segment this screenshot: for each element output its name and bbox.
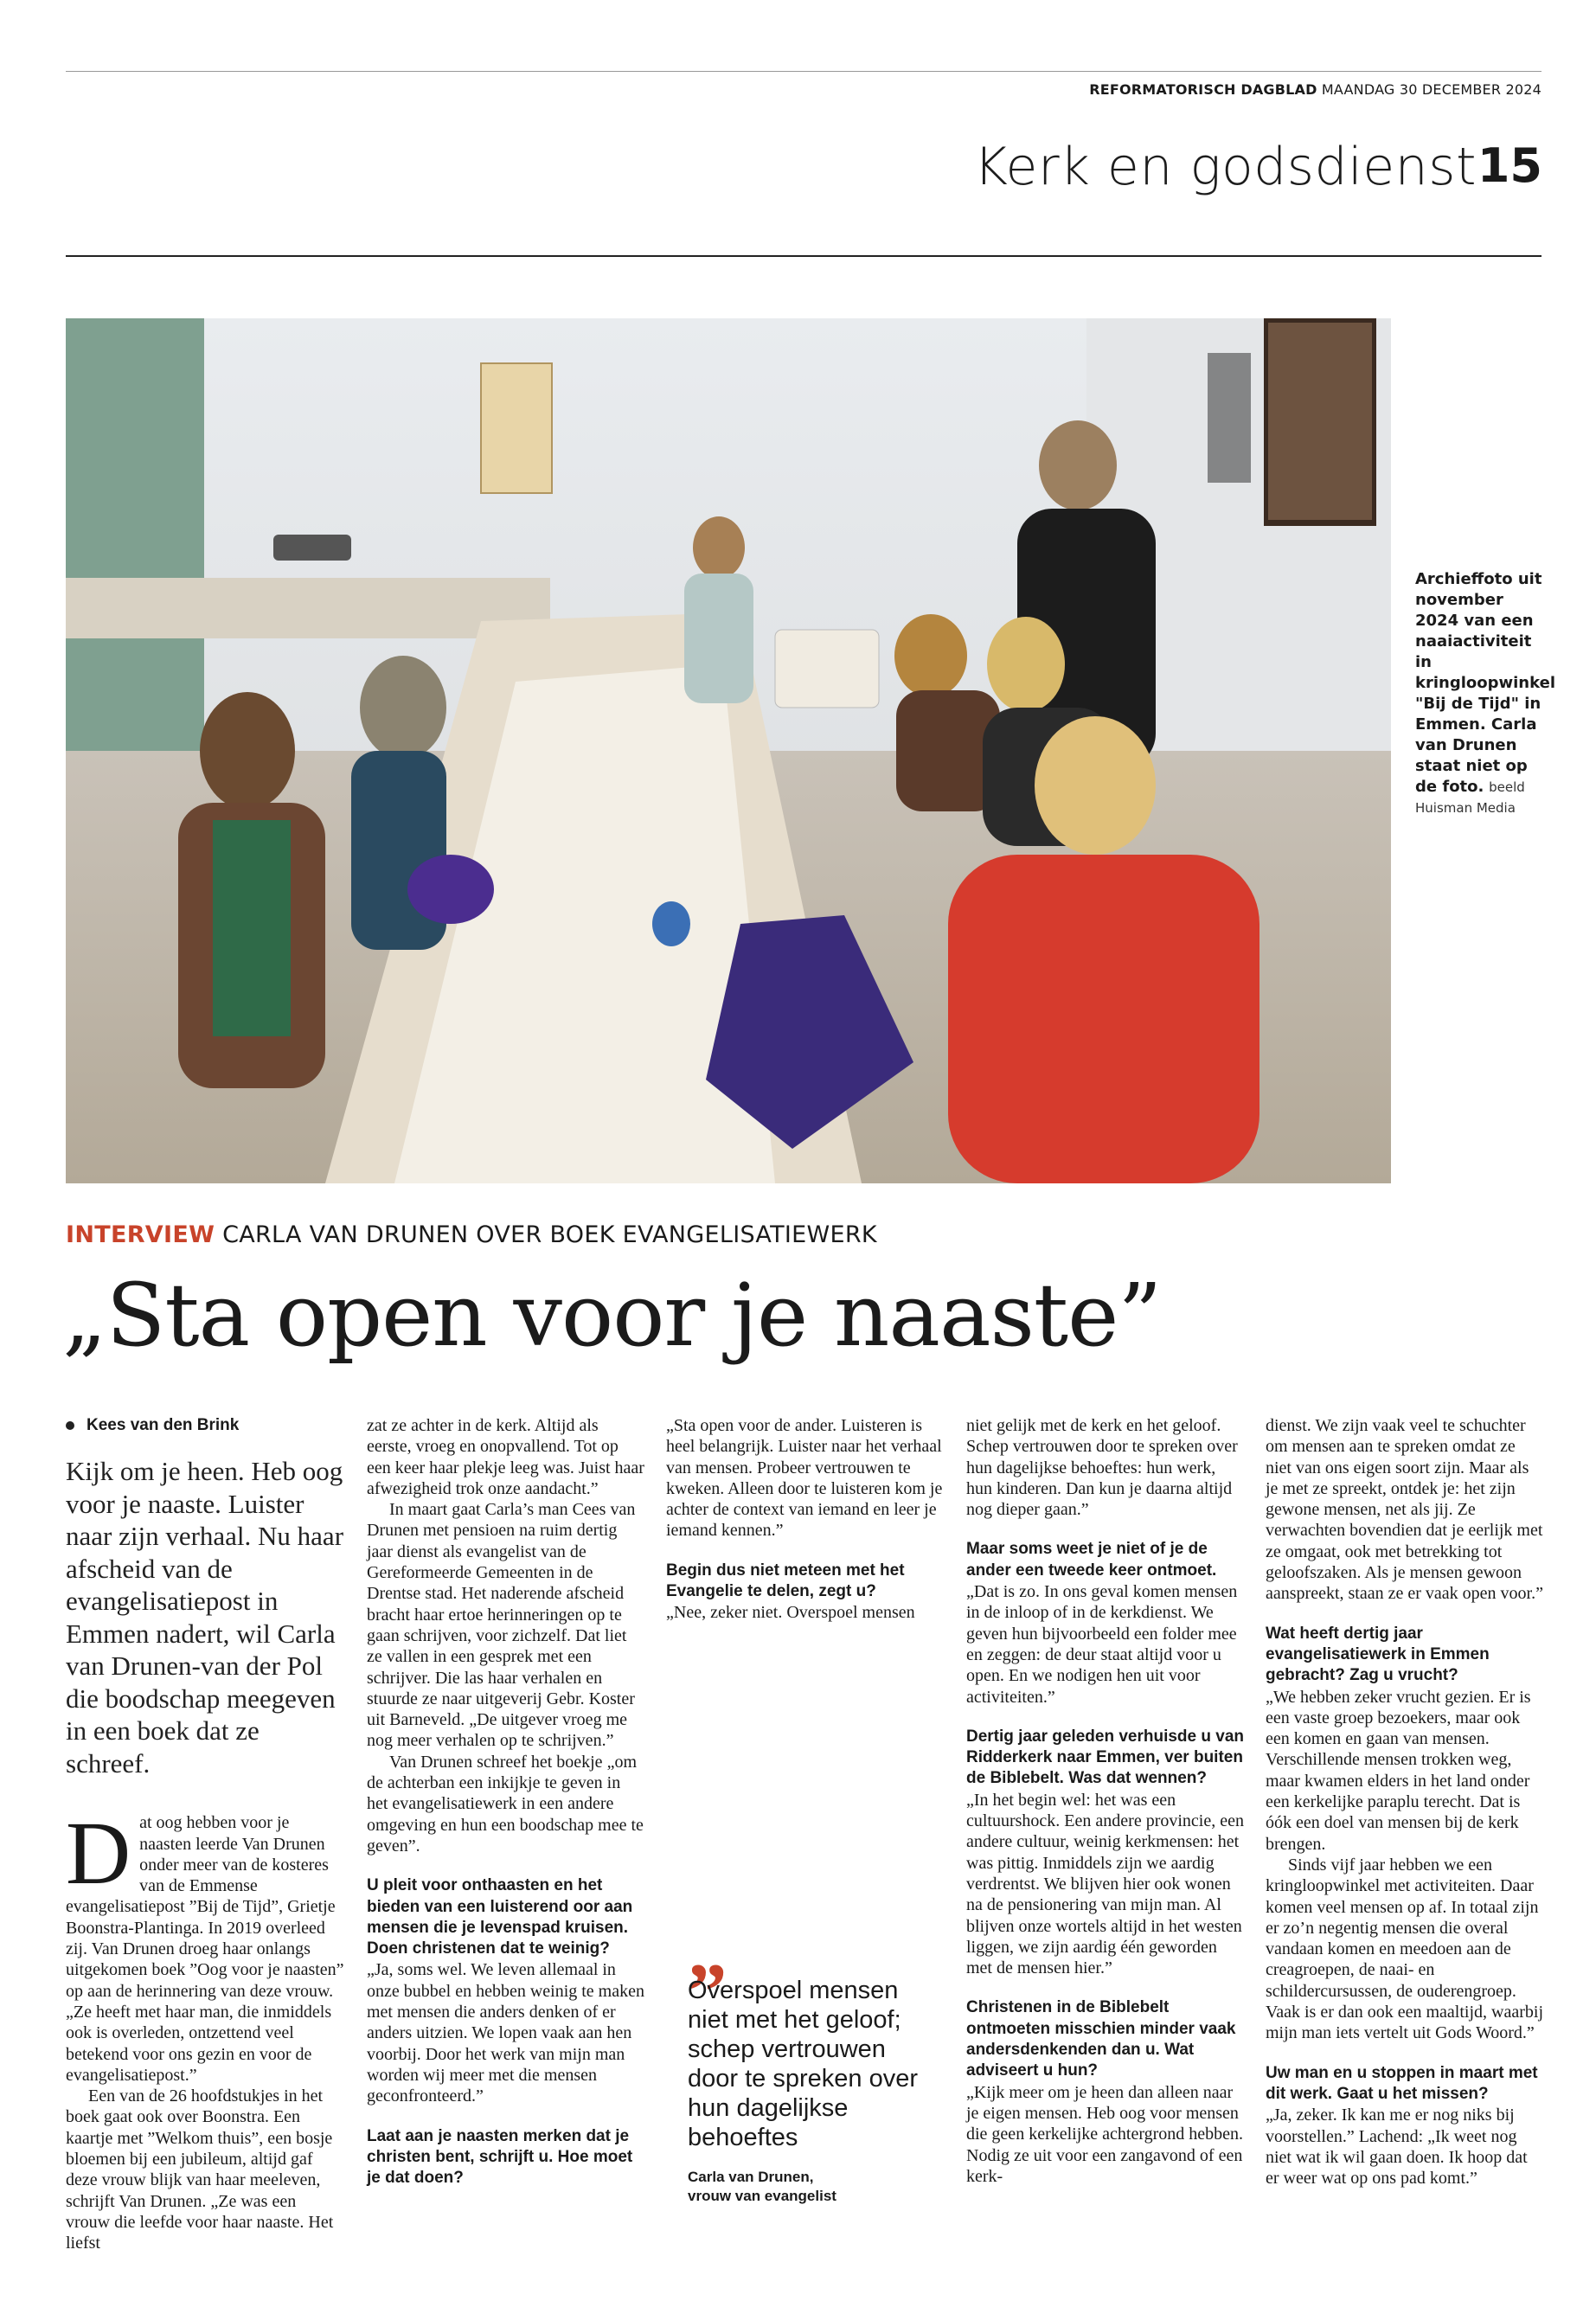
interview-answer: niet gelijk met de kerk en het geloof. Schep vertrouwen door te spreken over hun dagelijkse behoeftes: hun werk, hun kinderen. Dan kun je daarna altijd nog dieper gaan.” — [966, 1416, 1238, 1520]
article-photo — [66, 318, 1391, 1183]
byline-author: Kees van den Brink — [87, 1416, 240, 1434]
article-paragraph — [66, 1804, 344, 2086]
top-rule — [66, 71, 1542, 72]
masthead-paper: REFORMATORISCH DAGBLAD — [1089, 81, 1317, 98]
caption-credit: beeld Huisman Media — [1415, 779, 1525, 816]
interview-question: Begin dus niet meteen met het Evangelie te delen, zegt u? — [666, 1561, 905, 1601]
interview-question: Laat aan je naasten merken dat je christen bent, schrijft u. Hoe moet je dat doen? — [367, 2126, 633, 2188]
masthead — [1089, 81, 1542, 98]
article-intro: Kijk om je heen. Heb oog voor je naaste. Luister naar zijn verhaal. Nu haar afscheid van de evangelisatiepost in Emmen nadert, wil Carla van Drunen-van der Pol die boodschap meegeven in een boek dat ze schreef. — [66, 1456, 344, 1779]
interview-question: Dertig jaar geleden verhuisde u van Ridderkerk naar Emmen, ver buiten de Biblebelt. Was dat wennen? — [966, 1727, 1244, 1788]
masthead-date: MAANDAG 30 DECEMBER 2024 — [1321, 81, 1542, 98]
article-headline: „Sta open voor je naaste” — [62, 1265, 1162, 1366]
interview-answer: Sinds vijf jaar hebben we een kringloopwinkel met activiteiten. Daar komen veel mensen op af. In totaal zijn er zo’n negentig mensen die overal vandaan komen en meedoen aan de creagroepen, de naai- en schildercursussen, de ouderengroep. Vaak is er dan ook een maaltijd, waarbij mijn man iets vertelt uit Gods Woord.” — [1266, 1855, 1543, 2043]
interview-answer: „We hebben zeker vrucht gezien. Er is een vaste groep bezoekers, maar ook een komen en gaan van mensen. Verschillende mensen trokken weg, maar kwamen elders in het land onder een kerkelijke paraplu terecht. Dat is óók een doel van mensen bij de kerk brengen. — [1266, 1687, 1531, 1854]
interview-answer: „Dat is zo. In ons geval komen mensen in de inloop of in de kerkdienst. We geven hun bijvoorbeeld een folder mee en zeggen: de deur staat altijd voor u open. En we nodigen hen uit voor activiteiten.” — [966, 1582, 1238, 1707]
interview-answer: „Kijk meer om je heen dan alleen naar je eigen mensen. Heb oog voor mensen die geen kerkelijke achtergrond hebben. Nodig ze uit voor een zangavond of een kerk- — [966, 2082, 1244, 2186]
section-title: Kerk en godsdienst — [973, 137, 1477, 197]
quote-mark-icon: „ — [688, 1906, 722, 1994]
kicker-text: CARLA VAN DRUNEN OVER BOEK EVANGELISATIEWERK — [222, 1221, 877, 1248]
article-paragraph: Een van de 26 hoofdstukjes in het boek gaat ook over Boonstra. Een kaartje met ”Welkom thuis”, een bosje bloemen bij een jubileum, altijd gaf deze vrouw blijk van haar meeleven, schrijft Van Drunen. „Ze was een vrouw die leefde voor haar naaste. Het liefst — [66, 2086, 334, 2253]
article-column-3 — [666, 1415, 945, 1624]
page-number: 15 — [1477, 138, 1542, 193]
article-paragraph: zat ze achter in de kerk. Altijd als eerste, vroeg en onopvallend. Tot op een keer haar plekje leeg was. Juist haar afwezigheid trok onze aandacht.” — [367, 1416, 644, 1498]
pull-quote — [688, 1906, 939, 2206]
interview-answer: „Nee, zeker niet. Overspoel mensen — [666, 1603, 915, 1623]
interview-answer: „Ja, soms wel. We leven allemaal in onze bubbel en hebben weinig te maken met mensen die anders denken of er anders uitzien. We lopen vaak aan hen voorbij. Door het werk van mijn man worden wij meer met die mensen geconfronteerd.” — [367, 1960, 644, 2106]
pull-quote-text: Overspoel mensen niet met het geloof; schep vertrouwen door te spreken over hun dagelijkse behoeftes — [688, 1977, 918, 2151]
bullet-icon — [66, 1421, 74, 1430]
article-column-4 — [966, 1415, 1245, 2187]
article-column-1 — [66, 1415, 344, 2254]
interview-answer: dienst. We zijn vaak veel te schuchter om mensen aan te spreken omdat ze niet van ons eigen soort zijn. Maar als je met ze spreekt, ontdek je: het zijn gewone mensen, net als jij. Ze verwachten bovendien dat je eerlijk met ze omgaat, ook met betrekking tot geloofszaken. Als je mensen gewoon aanspreekt, staan ze er vaak open voor.” — [1266, 1416, 1543, 1604]
article-column-2 — [367, 1415, 645, 2189]
article-column-5 — [1266, 1415, 1544, 2189]
interview-question: U pleit voor onthaasten en het bieden van een luisterend oor aan mensen die je levenspad kruisen. Doen christenen dat te weinig? — [367, 1876, 633, 1958]
interview-question: Wat heeft dertig jaar evangelisatiewerk in Emmen gebracht? Zag u vrucht? — [1266, 1624, 1490, 1685]
photo-icon — [66, 318, 1391, 1183]
interview-answer: „Ja, zeker. Ik kan me er nog niks bij voorstellen.” Lachend: „Ik weet nog niet wat ik wil gaan doen. Ik hoop dat er weer wat op ons pad komt.” — [1266, 2106, 1528, 2189]
byline — [66, 1415, 344, 1436]
interview-question: Uw man en u stoppen in maart met dit werk. Gaat u het missen? — [1266, 2063, 1538, 2103]
caption-text: Archieffoto uit november 2024 van een naaiactiviteit in kringloopwinkel "Bij de Tijd" in Emmen. Carla van Drunen staat niet op de foto. — [1415, 570, 1555, 796]
attribution-role: vrouw van evangelist — [688, 2188, 836, 2204]
article-kicker — [66, 1221, 877, 1248]
pull-quote-attribution — [688, 2168, 939, 2206]
interview-answer: „In het begin wel: het was een cultuurshock. Een andere provincie, een andere cultuur, weinig kerkmensen: het was pittig. Inmiddels zijn we aardig verdrentst. We blijven hier ook wonen na de pensionering van mijn man. Al blijven onze wortels altijd in het westen liggen, we zijn aardig één geworden met de mensen hier.” — [966, 1790, 1244, 1978]
dropcap: D — [66, 1804, 131, 1904]
paragraph-text: at oog hebben voor je naasten leerde Van Drunen onder meer van de kosteres van de Emmense evangelisatiepost ”Bij de Tijd”, Grietje Boonstra-Plantinga. In 2019 overleed zij. Van Drunen droeg haar onlangs uitgekomen boek ”Oog voor je naasten” op aan de herinnering van deze vrouw. „Ze heeft met haar man, die inmiddels ook is overleden, ontzettend veel betekend voor ons gezin en voor de evangelisatiepost.” — [66, 1813, 344, 2085]
section-rule — [66, 255, 1542, 257]
interview-answer: „Sta open voor de ander. Luisteren is heel belangrijk. Luister naar het verhaal van mensen. Probeer vertrouwen te kweken. Alleen door te luisteren kom je achter de context van iemand en leer je iemand kennen.” — [666, 1416, 943, 1541]
article-paragraph: Van Drunen schreef het boekje „om de achterban een inkijkje te geven in het evangelisatiewerk in een andere omgeving en hun een boodschap mee te geven”. — [367, 1752, 644, 1856]
article-paragraph: In maart gaat Carla’s man Cees van Drunen met pensioen na ruim dertig jaar dienst als evangelist van de Gereformeerde Gemeenten in de Drentse stad. Het naderende afscheid bracht haar ertoe herinneringen op te gaan schrijven, voor zichzelf. Dat liet ze vallen in een gesprek met een schrijver. Die las haar verhalen en stuurde ze naar uitgeverij Gebr. Koster uit Barneveld. „De uitgever vroeg me nog meer verhalen op te schrijven.” — [367, 1500, 636, 1751]
attribution-name: Carla van Drunen, — [688, 2169, 814, 2185]
kicker-label: INTERVIEW — [66, 1221, 215, 1248]
photo-caption — [1415, 569, 1555, 818]
interview-question: Christenen in de Biblebelt ontmoeten misschien minder vaak andersdenkenden dan u. Wat adviseert u hun? — [966, 1998, 1236, 2080]
interview-question: Maar soms weet je niet of je de ander een tweede keer ontmoet. — [966, 1540, 1217, 1580]
